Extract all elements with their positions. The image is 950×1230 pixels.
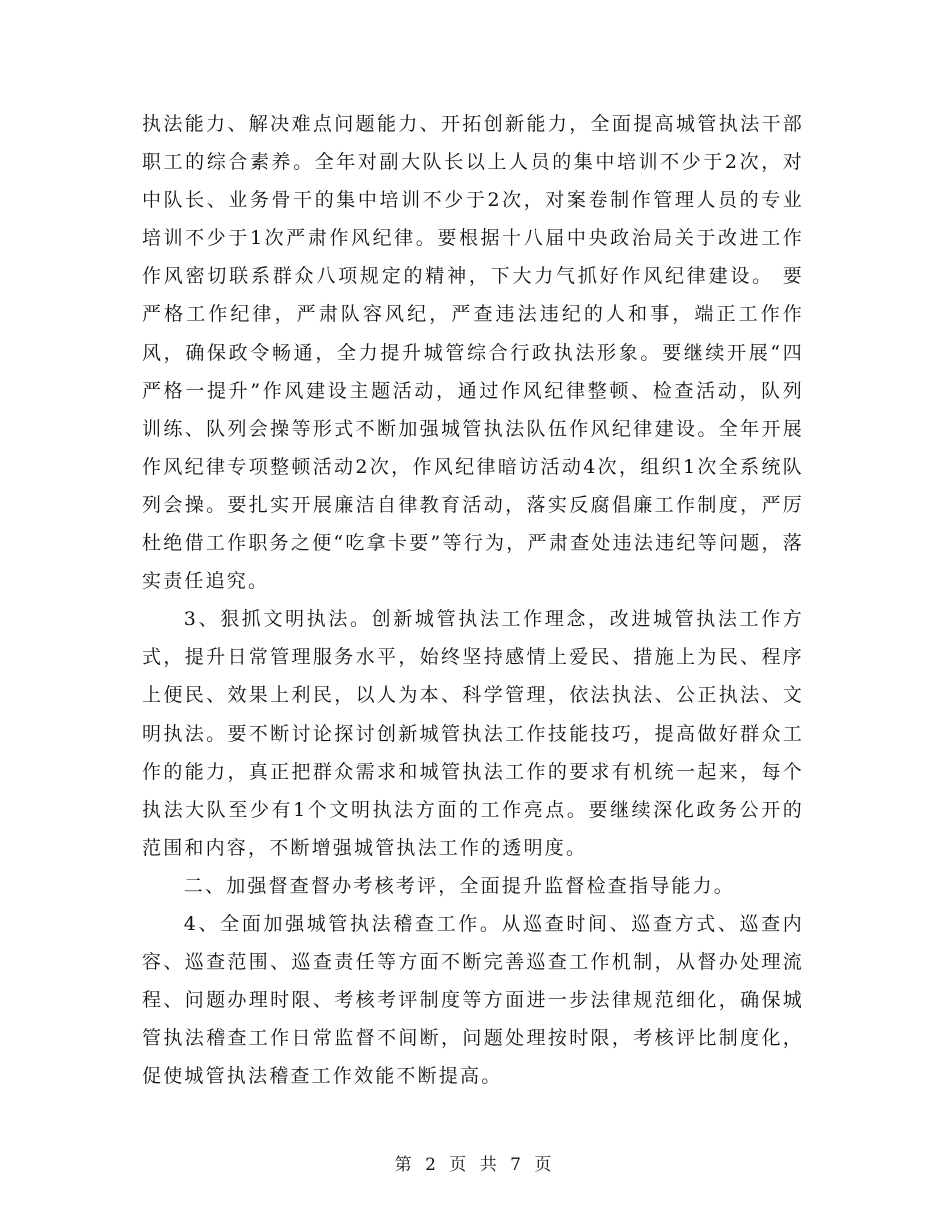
- paragraph-civilized-enforcement: 3、狠抓文明执法。创新城管执法工作理念，改进城管执法工作方式，提升日常管理服务水平，始终坚持感情上爱民、措施上为民、程序上便民、效果上利民，以人为本、科学管理，依法执法、公正执法、文明执法。要不断讨论探讨创新城管执法工作技能技巧，提高做好群众工作的能力，真正把群众需求和城管执法工作的要求有机统一起来，每个执法大队至少有1个文明执法方面的工作亮点。要继续深化政务公开的范围和内容，不断增强城管执法工作的透明度。: [142, 608, 804, 859]
- paragraph-inspection-work: 4、全面加强城管执法稽查工作。从巡查时间、巡查方式、巡查内容、巡查范围、巡查责任等方面不断完善巡查工作机制，从督办处理流程、问题办理时限、考核考评制度等方面进一步法律规范细化，确保城管执法稽查工作日常监督不间断，问题处理按时限，考核评比制度化，促使城管执法稽查工作效能不断提高。: [142, 912, 804, 1088]
- paragraph-discipline: 执法能力、解决难点问题能力、开拓创新能力，全面提高城管执法干部职工的综合素养。全年对副大队长以上人员的集中培训不少于2次，对中队长、业务骨干的集中培训不少于2次，对案卷制作管理人员的专业培训不少于1次严肃作风纪律。要根据十八届中央政治局关于改进工作作风密切联系群众八项规定的精神，下大力气抓好作风纪律建设。 要严格工作纪律，严肃队容风纪，严查违法违纪的人和事，端正工作作风，确保政令畅通，全力提升城管综合行政执法形象。要继续开展“四严格一提升”作风建设主题活动，通过作风纪律整顿、检查活动，队列训练、队列会操等形式不断加强城管执法队伍作风纪律建设。全年开展作风纪律专项整顿活动2次，作风纪律暗访活动4次，组织1次全系统队列会操。要扎实开展廉洁自律教育活动，落实反腐倡廉工作制度，严厉杜绝借工作职务之便“吃拿卡要”等行为，严肃查处违法违纪等问题，落实责任追究。: [142, 113, 804, 593]
- page-number-footer: 第 2 页 共 7 页: [394, 1155, 556, 1175]
- document-body: [142, 105, 804, 1095]
- section-heading-supervision: 二、加强督查督办考核考评，全面提升监督检查指导能力。: [183, 874, 735, 897]
